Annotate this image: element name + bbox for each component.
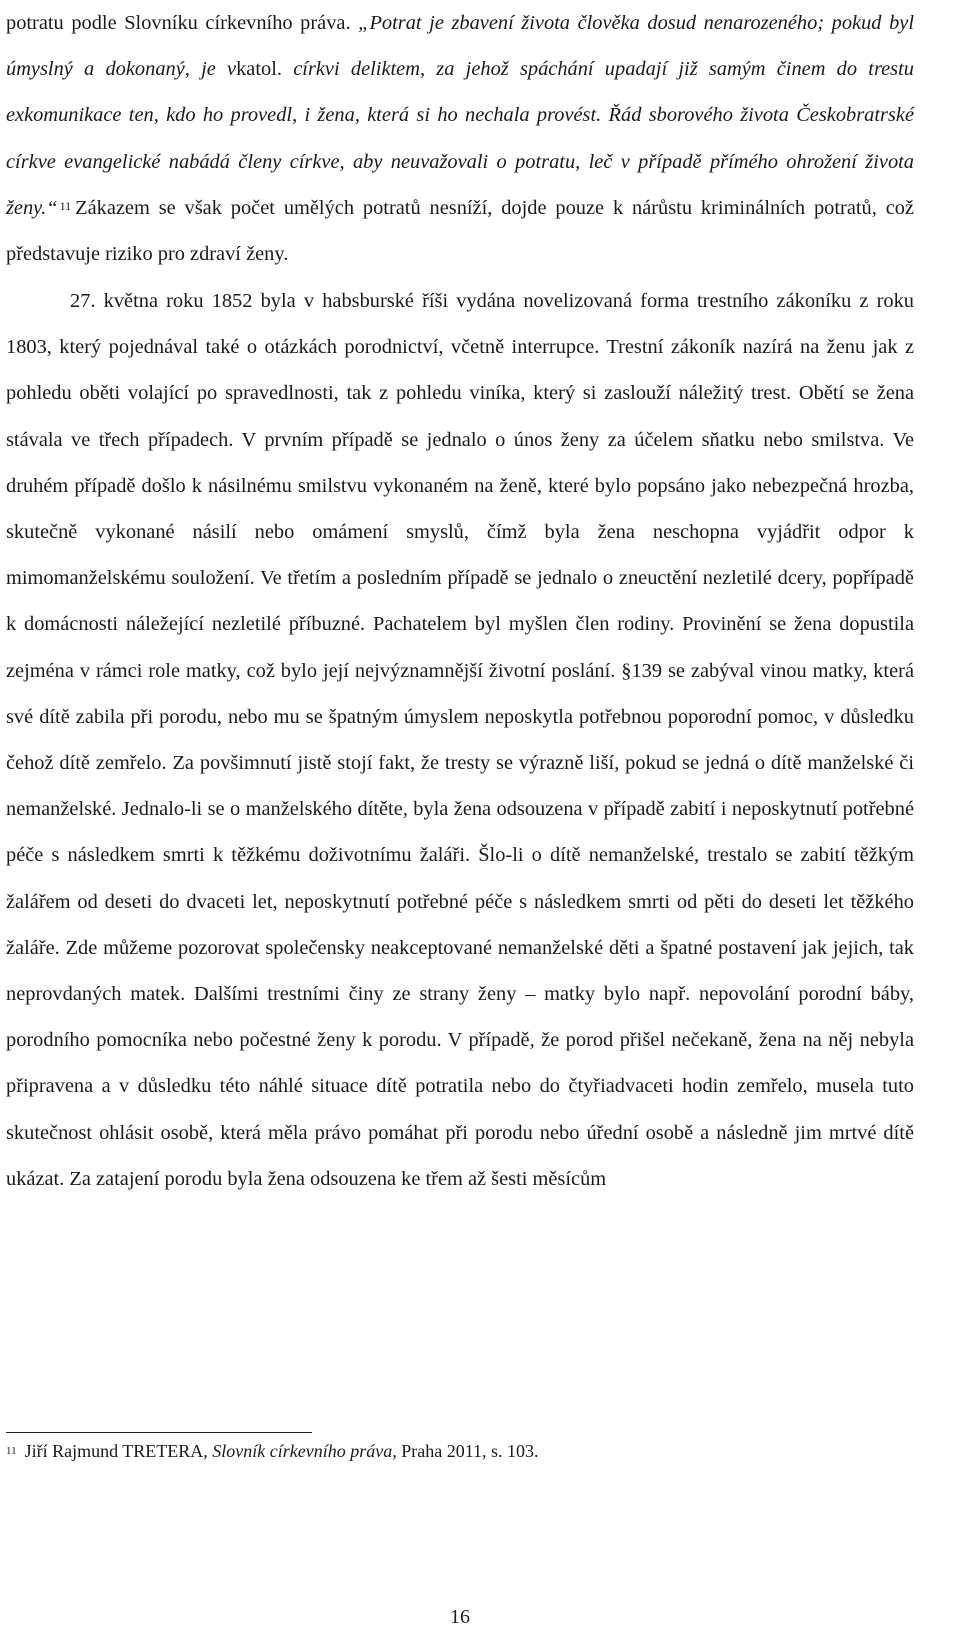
footnote-number: 11	[6, 1445, 17, 1457]
paragraph1-quote-close: “	[46, 196, 58, 219]
footnote-reference[interactable]: 11	[59, 198, 72, 213]
body-paragraph-2: 27. května roku 1852 byla v habsburské říši vydána novelizovaná forma trestního zákoníku z roku 1803, který pojednával také o otázkách porodnictví, včetně interrupce. Trestní zákoník nazírá na ženu jak z pohledu oběti volající po spravedlnosti, tak z pohledu viníka, který si zaslouží náležitý trest. Obětí se žena stávala ve třech případech. V prvním případě se jednalo o únos ženy za účelem sňatku nebo smilstva. Ve druhém případě došlo k násilnému smilstvu vykonaném na ženě, které bylo popsáno jako nebezpečná hrozba, skutečně vykonané násilí nebo omámení smyslů, čímž byla žena neschopna vyjádřit odpor k mimomanželskému souložení. Ve třetím a posledním případě se jednalo o zneuctění nezletilé dcery, popřípadě k domácnosti náležející nezletilé příbuzné. Pachatelem byl myšlen člen rodiny. Provinění se žena dopustila zejména v rámci role matky, což bylo její nejvýznamnější životní poslání. §139 se zabýval vinou matky, která své dítě zabila při porodu, nebo mu se špatným úmyslem neposkytla potřebnou poporodní pomoc, v důsledku čehož dítě zemřelo. Za povšimnutí jistě stojí fakt, že tresty se výrazně liší, pokud se jedná o dítě manželské či nemanželské. Jednalo-li se o manželského dítěte, byla žena odsouzena v případě zabití i neposkytnutí potřebné péče s následkem smrti k těžkému doživotnímu žaláři. Šlo-li o dítě nemanželské, trestalo se zabití těžkým žalářem od deseti do dvaceti let, neposkytnutí potřebné péče s následkem smrti od pěti do deseti let těžkého žaláře. Zde můžeme pozorovat společensky neakceptované nemanželské děti a špatné postavení jak jejich, tak neprovdaných matek. Dalšími trestními činy ze strany ženy – matky bylo např. nepovolání porodní báby, porodního pomocníka nebo počestné ženy k porodu. V případě, že porod přišel nečekaně, žena na něj nebyla připravena a v důsledku této náhlé situace dítě potratila nebo do čtyřiadvaceti hodin zemřelo, musela tuto skutečnost ohlásit osobě, která měla právo pomáhat při porodu nebo úřední osobě a následně jim mrtvé dítě ukázat. Za zatajení porodu byla žena odsouzena ke třem až šesti měsícům	[6, 290, 914, 1190]
paragraph1-quote-start: „Potrat je zbavení života člověka dosud nenarozeného; pokud byl úmyslný a dokonaný, je v	[6, 12, 914, 81]
paragraph1-abbrev: katol.	[236, 58, 282, 81]
page-number: 16	[450, 1606, 470, 1628]
paragraph1-sentence-last: Zákazem se však počet umělých potratů nesníží, dojde pouze k nárůstu kriminálních potratů, což představuje riziko pro zdraví ženy.	[6, 196, 914, 266]
footnote-divider	[6, 1432, 312, 1433]
footnote-title: Slovník církevního práva,	[212, 1441, 397, 1461]
paragraph1-sentence-1: potratu podle Slovníku církevního práva.	[6, 12, 351, 34]
paragraph1-quote-body: církvi deliktem, za jehož spáchání upadají již samým činem do trestu exkomunikace ten, kdo ho provedl, i žena, která si ho nechala provést. Řád sborového života Českobratrské církve evangelické nabádá členy církve, aby neuvažovali o potratu, leč v případě přímého ohrožení života ženy.	[6, 58, 914, 219]
footnote	[6, 1438, 914, 1464]
footnote-author: Jiří Rajmund TRETERA,	[24, 1441, 208, 1461]
footnote-rest: Praha 2011, s. 103.	[401, 1441, 539, 1461]
body-paragraph-1	[6, 0, 914, 277]
